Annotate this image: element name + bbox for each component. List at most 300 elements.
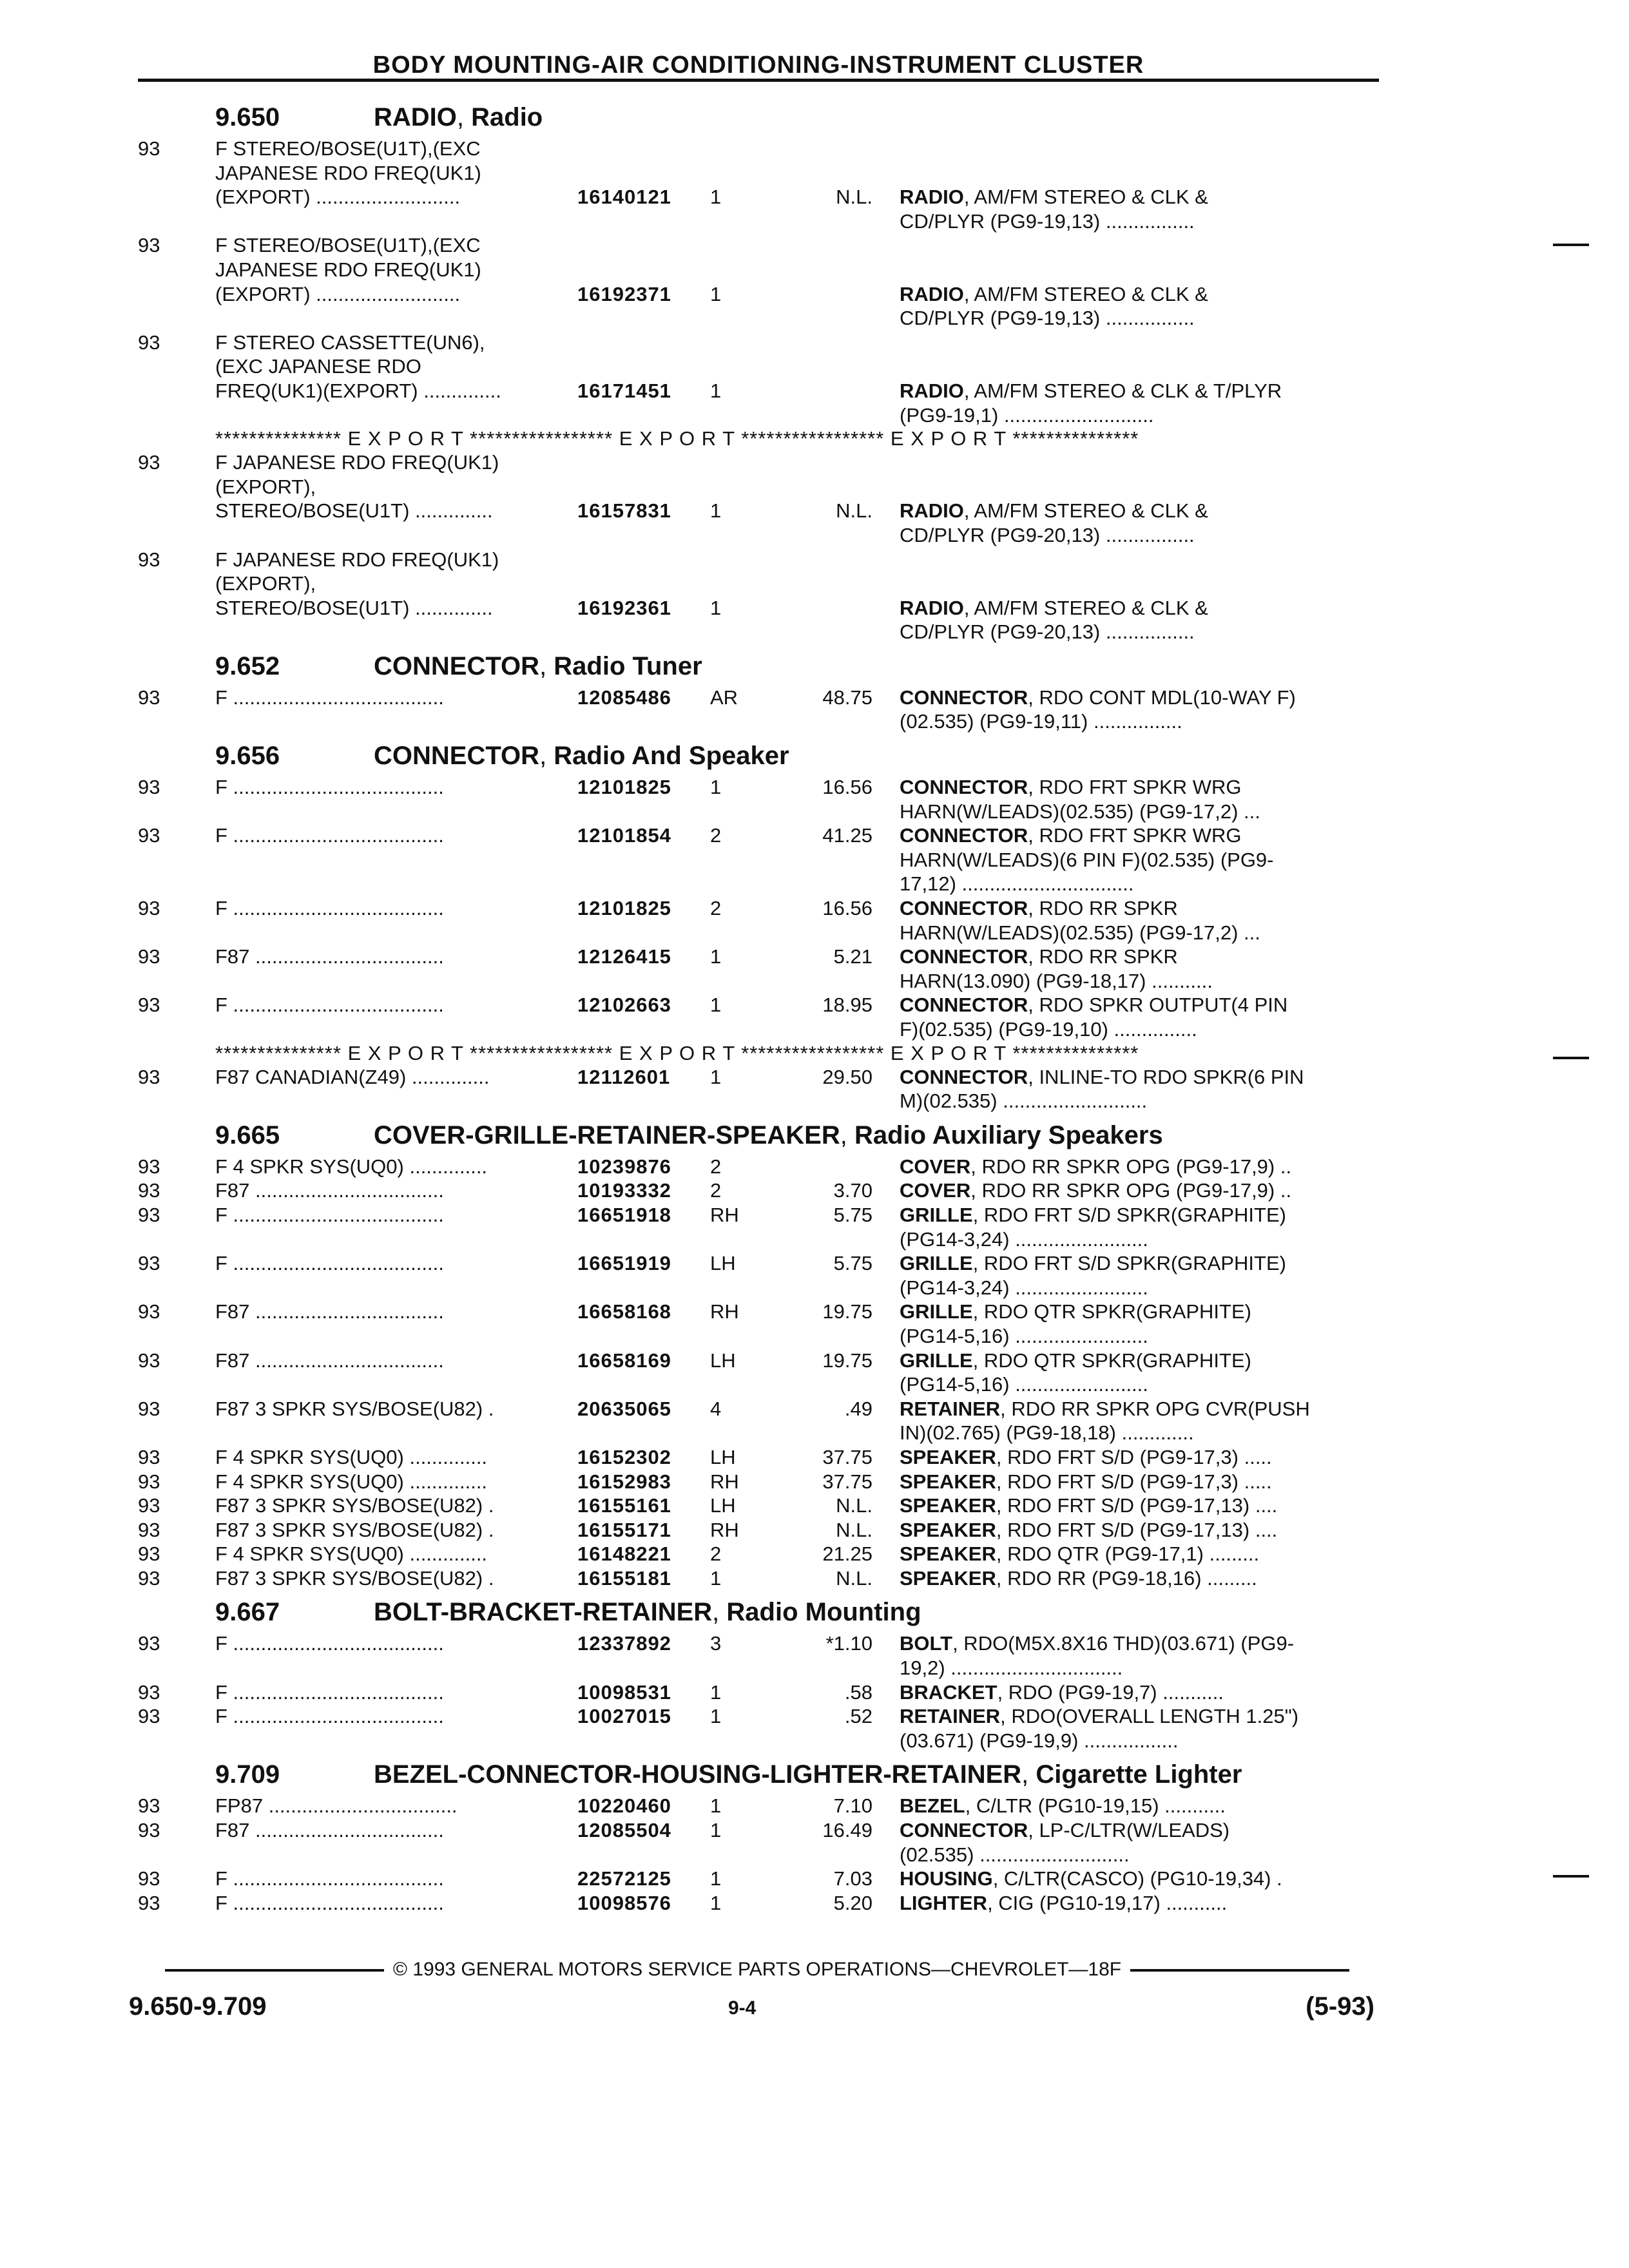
price: 5.75 — [833, 1203, 872, 1226]
page-date: (5-93) — [1306, 1992, 1374, 2021]
part-number: 12101854 — [577, 824, 671, 847]
part-number: 12102663 — [577, 994, 671, 1017]
section-suffix: Radio Mounting — [726, 1598, 921, 1627]
part-line — [0, 1324, 1629, 1349]
part-name-note — [900, 800, 1379, 824]
part-number: 16192371 — [577, 282, 671, 305]
part-note: , CIG (PG10-19,17) ........... — [987, 1891, 1228, 1914]
part-line — [0, 686, 1629, 710]
part-name: GRILLE — [900, 1203, 973, 1226]
part-line — [0, 1867, 1629, 1891]
usage-description: F ...................................... — [215, 824, 444, 847]
part-line — [0, 1251, 1629, 1276]
model-year: 93 — [138, 1300, 160, 1323]
part-name: BRACKET — [900, 1680, 998, 1704]
part-line — [0, 1065, 1629, 1090]
part-name-note — [900, 596, 1379, 620]
part-line — [0, 1445, 1629, 1470]
part-line — [0, 1227, 1629, 1252]
part-name-note — [900, 775, 1379, 800]
part-line — [0, 282, 1629, 307]
part-number: 12101825 — [577, 897, 671, 920]
part-line — [0, 161, 1629, 186]
part-number: 16171451 — [577, 379, 671, 402]
part-note: CD/PLYR (PG9-20,13) ................ — [900, 620, 1195, 644]
price: 7.10 — [833, 1794, 872, 1818]
part-note: (PG14-3,24) ........................ — [900, 1227, 1148, 1251]
usage-description: F ...................................... — [215, 1705, 444, 1728]
usage-description: F ...................................... — [215, 1632, 444, 1655]
model-year: 93 — [138, 548, 160, 571]
usage-description: STEREO/BOSE(U1T) .............. — [215, 499, 493, 523]
part-name: RETAINER — [900, 1705, 1001, 1728]
usage-description: F JAPANESE RDO FREQ(UK1) — [215, 451, 499, 474]
price: 16.49 — [822, 1819, 872, 1842]
part-name-note — [900, 1300, 1379, 1324]
part-number: 12085504 — [577, 1819, 671, 1842]
header-rule — [138, 79, 1379, 82]
part-note: , AM/FM STEREO & CLK & — [963, 499, 1208, 523]
part-line — [0, 1631, 1629, 1656]
part-note: , RDO RR SPKR — [1028, 945, 1178, 968]
footer — [129, 1959, 1385, 1981]
part-note: , AM/FM STEREO & CLK & — [963, 282, 1208, 305]
part-line — [0, 1300, 1629, 1324]
part-name-note — [900, 1089, 1379, 1113]
quantity: LH — [710, 1445, 736, 1468]
copyright-text: © 1993 GENERAL MOTORS SERVICE PARTS OPERATIONS—CHEVROLET—18F — [392, 1959, 1122, 1980]
part-line — [0, 379, 1629, 403]
part-name-note — [900, 1631, 1379, 1656]
part-name-note — [900, 1494, 1379, 1518]
price: .58 — [844, 1680, 872, 1704]
model-year: 93 — [138, 331, 160, 354]
part-note: (PG14-3,24) ........................ — [900, 1276, 1148, 1299]
part-name: RADIO — [900, 596, 964, 619]
quantity: 1 — [710, 379, 722, 402]
quantity: 1 — [710, 186, 722, 209]
usage-description: (EXPORT), — [215, 475, 316, 498]
part-line — [0, 1494, 1629, 1518]
part-line — [0, 1276, 1629, 1300]
part-note: , RDO FRT S/D (PG9-17,3) ..... — [996, 1470, 1272, 1493]
price: N.L. — [836, 186, 872, 209]
part-line — [0, 775, 1629, 800]
usage-description: F 4 SPKR SYS(UQ0) .............. — [215, 1155, 488, 1178]
part-name-note — [900, 872, 1379, 896]
price: 16.56 — [822, 776, 872, 799]
quantity: AR — [710, 686, 738, 709]
part-note: (PG14-5,16) ........................ — [900, 1324, 1148, 1347]
price: 5.20 — [833, 1891, 872, 1914]
section-title: COVER-GRILLE-RETAINER-SPEAKER, Radio Auxiliary Speakers — [374, 1120, 1163, 1149]
model-year: 93 — [138, 1065, 160, 1088]
part-name: RADIO — [900, 499, 964, 523]
part-note: , RDO RR SPKR OPG CVR(PUSH — [1000, 1397, 1310, 1420]
part-line — [0, 1656, 1629, 1680]
quantity: 1 — [710, 1680, 722, 1704]
part-number: 16658169 — [577, 1349, 671, 1372]
part-line — [0, 258, 1629, 282]
quantity: 1 — [710, 1891, 722, 1914]
part-name-note — [900, 896, 1379, 921]
part-note: , AM/FM STEREO & CLK & T/PLYR — [963, 379, 1282, 402]
model-year: 93 — [138, 1179, 160, 1202]
usage-description: F87 .................................. — [215, 1179, 444, 1202]
part-note: CD/PLYR (PG9-19,13) ................ — [900, 209, 1195, 233]
usage-description: F87 .................................. — [215, 1300, 444, 1323]
usage-description: STEREO/BOSE(U1T) .............. — [215, 596, 493, 619]
quantity: LH — [710, 1494, 736, 1517]
part-number: 16140121 — [577, 186, 671, 209]
part-number: 12337892 — [577, 1632, 671, 1655]
usage-description: F ...................................... — [215, 994, 444, 1017]
part-name-note — [900, 969, 1379, 994]
margin-mark — [1553, 1875, 1589, 1878]
usage-description: F ...................................... — [215, 776, 444, 799]
model-year: 93 — [138, 234, 160, 257]
part-name-note — [900, 1891, 1379, 1916]
part-number: 16155171 — [577, 1518, 671, 1541]
part-number: 16651919 — [577, 1252, 671, 1275]
part-line — [0, 1470, 1629, 1494]
part-note: CD/PLYR (PG9-20,13) ................ — [900, 523, 1195, 546]
part-note: , RDO RR (PG9-18,16) ......... — [996, 1566, 1257, 1590]
model-year: 93 — [138, 1867, 160, 1890]
usage-description: F87 3 SPKR SYS/BOSE(U82) . — [215, 1397, 494, 1420]
model-year: 93 — [138, 451, 160, 474]
part-name: RETAINER — [900, 1397, 1001, 1420]
part-line — [0, 1017, 1629, 1042]
part-line — [0, 596, 1629, 620]
part-name-note — [900, 1178, 1379, 1203]
usage-description: FP87 .................................. — [215, 1794, 458, 1818]
part-name: SPEAKER — [900, 1518, 996, 1541]
part-name-note — [900, 686, 1379, 710]
part-name: RADIO — [900, 282, 964, 305]
part-line — [0, 620, 1629, 644]
section-suffix: Radio Tuner — [554, 651, 702, 680]
part-name: SPEAKER — [900, 1566, 996, 1590]
part-line — [0, 969, 1629, 994]
usage-description: (EXPORT) .......................... — [215, 282, 461, 305]
part-line — [0, 1397, 1629, 1421]
part-note: , RDO FRT S/D (PG9-17,13) .... — [996, 1494, 1278, 1517]
price: .49 — [844, 1397, 872, 1420]
part-note: , RDO QTR (PG9-17,1) ......... — [996, 1542, 1260, 1566]
part-name-note — [900, 1542, 1379, 1566]
quantity: 3 — [710, 1632, 722, 1655]
usage-description: F STEREO CASSETTE(UN6), — [215, 331, 485, 354]
usage-description: FREQ(UK1)(EXPORT) .............. — [215, 379, 501, 402]
usage-description: JAPANESE RDO FREQ(UK1) — [215, 258, 481, 281]
usage-description: F87 .................................. — [215, 945, 444, 968]
price: *1.10 — [825, 1632, 872, 1655]
usage-description: F STEREO/BOSE(U1T),(EXC — [215, 137, 481, 160]
section-number: 9.709 — [215, 1760, 280, 1789]
quantity: 1 — [710, 945, 722, 968]
model-year: 93 — [138, 897, 160, 920]
model-year: 93 — [138, 1470, 160, 1493]
part-line — [0, 945, 1629, 969]
usage-description: F STEREO/BOSE(U1T),(EXC — [215, 234, 481, 257]
part-name-note — [900, 1251, 1379, 1276]
usage-description: F87 3 SPKR SYS/BOSE(U82) . — [215, 1518, 494, 1541]
section-heading — [0, 644, 1629, 686]
usage-description: F ...................................... — [215, 1680, 444, 1704]
margin-mark — [1553, 244, 1589, 246]
part-line — [0, 1349, 1629, 1373]
part-note: , RDO RR SPKR OPG (PG9-17,9) .. — [970, 1179, 1292, 1202]
quantity: RH — [710, 1203, 739, 1226]
part-number: 16651918 — [577, 1203, 671, 1226]
section-heading — [0, 1113, 1629, 1155]
section-title: CONNECTOR, Radio And Speaker — [374, 742, 789, 771]
part-name: CONNECTOR — [900, 897, 1028, 920]
quantity: 1 — [710, 1794, 722, 1818]
part-line — [0, 209, 1629, 234]
part-line — [0, 1794, 1629, 1818]
part-note: , RDO FRT S/D (PG9-17,3) ..... — [996, 1445, 1272, 1468]
part-line — [0, 921, 1629, 945]
usage-description: F ...................................... — [215, 1891, 444, 1914]
part-name-note — [900, 1843, 1379, 1867]
part-name: LIGHTER — [900, 1891, 988, 1914]
quantity: LH — [710, 1349, 736, 1372]
part-line — [0, 403, 1629, 428]
part-name-note — [900, 499, 1379, 523]
model-year: 93 — [138, 1397, 160, 1420]
part-note: , INLINE-TO RDO SPKR(6 PIN — [1028, 1065, 1304, 1088]
part-note: , RDO QTR SPKR(GRAPHITE) — [972, 1349, 1251, 1372]
part-name-note — [900, 709, 1379, 734]
usage-description: F 4 SPKR SYS(UQ0) .............. — [215, 1445, 488, 1468]
part-note: , AM/FM STEREO & CLK & — [963, 596, 1208, 619]
section-suffix: Radio — [471, 103, 543, 131]
section-name: CONNECTOR — [374, 742, 540, 771]
part-note: CD/PLYR (PG9-19,13) ................ — [900, 307, 1195, 330]
usage-description: F87 3 SPKR SYS/BOSE(U82) . — [215, 1494, 494, 1517]
part-number: 16192361 — [577, 596, 671, 619]
part-line — [0, 572, 1629, 596]
part-name-note — [900, 1276, 1379, 1300]
quantity: 1 — [710, 596, 722, 619]
part-note: , C/LTR (PG10-19,15) ........... — [965, 1794, 1226, 1818]
quantity: 2 — [710, 1155, 722, 1178]
part-note: , C/LTR(CASCO) (PG10-19,34) . — [992, 1867, 1282, 1890]
quantity: 1 — [710, 1819, 722, 1842]
part-name: HOUSING — [900, 1867, 993, 1890]
price: .52 — [844, 1705, 872, 1728]
section-title: BEZEL-CONNECTOR-HOUSING-LIGHTER-RETAINER, Cigarette Lighter — [374, 1760, 1242, 1789]
part-note: (PG14-5,16) ........................ — [900, 1373, 1148, 1396]
export-divider — [0, 1042, 1629, 1065]
section-title: RADIO, Radio — [374, 103, 543, 131]
quantity: LH — [710, 1252, 736, 1275]
part-number: 12085486 — [577, 686, 671, 709]
price: 7.03 — [833, 1867, 872, 1890]
section-number: 9.656 — [215, 742, 280, 771]
usage-description: F87 .................................. — [215, 1819, 444, 1842]
part-name-note — [900, 993, 1379, 1017]
model-year: 93 — [138, 1252, 160, 1275]
part-name: SPEAKER — [900, 1542, 996, 1566]
part-name-note — [900, 1065, 1379, 1090]
model-year: 93 — [138, 1632, 160, 1655]
part-number: 20635065 — [577, 1397, 671, 1420]
part-name-note — [900, 945, 1379, 969]
model-year: 93 — [138, 1566, 160, 1590]
part-note: , RDO QTR SPKR(GRAPHITE) — [972, 1300, 1251, 1323]
part-name-note — [900, 379, 1379, 403]
part-number: 10027015 — [577, 1705, 671, 1728]
quantity: RH — [710, 1470, 739, 1493]
part-name: COVER — [900, 1179, 971, 1202]
part-line — [0, 475, 1629, 499]
quantity: 1 — [710, 282, 722, 305]
quantity: 2 — [710, 824, 722, 847]
model-year: 93 — [138, 1155, 160, 1178]
usage-description: JAPANESE RDO FREQ(UK1) — [215, 161, 481, 184]
quantity: 1 — [710, 994, 722, 1017]
section-suffix: Radio And Speaker — [554, 742, 789, 771]
quantity: RH — [710, 1300, 739, 1323]
usage-description: F 4 SPKR SYS(UQ0) .............. — [215, 1542, 488, 1566]
price: N.L. — [836, 1518, 872, 1541]
part-number: 16157831 — [577, 499, 671, 523]
usage-description: (EXC JAPANESE RDO — [215, 355, 421, 378]
part-note: , RDO SPKR OUTPUT(4 PIN — [1028, 994, 1288, 1017]
part-number: 12101825 — [577, 776, 671, 799]
price: 5.21 — [833, 945, 872, 968]
usage-description: F ...................................... — [215, 1252, 444, 1275]
part-name-note — [900, 1680, 1379, 1705]
model-year: 93 — [138, 945, 160, 968]
page-number: 9-4 — [728, 1997, 757, 2019]
section-title: CONNECTOR, Radio Tuner — [374, 651, 702, 680]
usage-description: F ...................................... — [215, 1203, 444, 1226]
part-number: 12126415 — [577, 945, 671, 968]
part-note: , LP-C/LTR(W/LEADS) — [1028, 1819, 1230, 1842]
margin-mark — [1553, 1057, 1589, 1059]
price: 37.75 — [822, 1445, 872, 1468]
part-name-note — [900, 1867, 1379, 1891]
section-number: 9.667 — [215, 1598, 280, 1627]
part-line — [0, 993, 1629, 1017]
quantity: RH — [710, 1518, 739, 1541]
part-line — [0, 848, 1629, 872]
part-line — [0, 1566, 1629, 1591]
part-name: CONNECTOR — [900, 824, 1028, 847]
part-name-note — [900, 209, 1379, 234]
part-name: CONNECTOR — [900, 686, 1028, 709]
part-note: , RDO(OVERALL LENGTH 1.25") — [1000, 1705, 1299, 1728]
model-year: 93 — [138, 1494, 160, 1517]
price: 41.25 — [822, 824, 872, 847]
part-line — [0, 523, 1629, 548]
section-title: BOLT-BRACKET-RETAINER, Radio Mounting — [374, 1598, 921, 1627]
price: 16.56 — [822, 897, 872, 920]
part-note: 19,2) ............................... — [900, 1657, 1123, 1680]
page-range: 9.650-9.709 — [129, 1992, 267, 2021]
price: 3.70 — [833, 1179, 872, 1202]
part-note: 17,12) ............................... — [900, 872, 1134, 896]
price: N.L. — [836, 499, 872, 523]
part-line — [0, 1729, 1629, 1753]
quantity: 1 — [710, 1705, 722, 1728]
part-line — [0, 233, 1629, 258]
part-name-note — [900, 1227, 1379, 1252]
usage-description: (EXPORT), — [215, 572, 316, 595]
part-number: 10193332 — [577, 1179, 671, 1202]
part-number: 12112601 — [577, 1065, 671, 1088]
part-name: SPEAKER — [900, 1470, 996, 1493]
part-name-note — [900, 1794, 1379, 1818]
quantity: 1 — [710, 1867, 722, 1890]
section-name: RADIO — [374, 103, 457, 131]
part-number: 16155181 — [577, 1566, 671, 1590]
part-line — [0, 548, 1629, 572]
section-suffix: Cigarette Lighter — [1036, 1760, 1242, 1789]
part-name: COVER — [900, 1155, 971, 1178]
part-name: CONNECTOR — [900, 776, 1028, 799]
usage-description: (EXPORT) .......................... — [215, 186, 461, 209]
model-year: 93 — [138, 686, 160, 709]
part-note: HARN(W/LEADS)(02.535) (PG9-17,2) ... — [900, 800, 1260, 823]
part-name-note — [900, 1397, 1379, 1421]
part-note: , RDO FRT S/D SPKR(GRAPHITE) — [972, 1203, 1286, 1226]
part-name: SPEAKER — [900, 1445, 996, 1468]
part-name: GRILLE — [900, 1300, 973, 1323]
part-line — [0, 1818, 1629, 1843]
quantity: 1 — [710, 1566, 722, 1590]
usage-description: F87 .................................. — [215, 1349, 444, 1372]
part-note: (03.671) (PG9-19,9) ................. — [900, 1729, 1179, 1752]
section-name: COVER-GRILLE-RETAINER-SPEAKER — [374, 1120, 840, 1149]
part-name-note — [900, 1729, 1379, 1753]
export-text: *************** E X P O R T ***************** E X P O R T ***************** E X P O R T *************** — [215, 427, 1139, 450]
usage-description: F ...................................... — [215, 897, 444, 920]
price: 37.75 — [822, 1470, 872, 1493]
model-year: 93 — [138, 1891, 160, 1914]
part-name-note — [900, 403, 1379, 428]
quantity: 2 — [710, 1179, 722, 1202]
export-divider — [0, 427, 1629, 450]
part-line — [0, 1421, 1629, 1445]
part-name-note — [900, 306, 1379, 331]
part-name-note — [900, 1349, 1379, 1373]
model-year: 93 — [138, 1542, 160, 1566]
usage-description: F ...................................... — [215, 686, 444, 709]
model-year: 93 — [138, 824, 160, 847]
part-name-note — [900, 1445, 1379, 1470]
quantity: 1 — [710, 1065, 722, 1088]
part-line — [0, 1680, 1629, 1705]
part-name: GRILLE — [900, 1349, 973, 1372]
price: N.L. — [836, 1566, 872, 1590]
model-year: 93 — [138, 1794, 160, 1818]
part-note: IN)(02.765) (PG9-18,18) ............. — [900, 1421, 1194, 1445]
part-name: SPEAKER — [900, 1494, 996, 1517]
part-name: BOLT — [900, 1632, 953, 1655]
part-number: 16155161 — [577, 1494, 671, 1517]
model-year: 93 — [138, 1705, 160, 1728]
part-line — [0, 185, 1629, 209]
part-line — [0, 1203, 1629, 1227]
part-line — [0, 1178, 1629, 1203]
section-name: BOLT-BRACKET-RETAINER — [374, 1598, 713, 1627]
part-line — [0, 709, 1629, 734]
